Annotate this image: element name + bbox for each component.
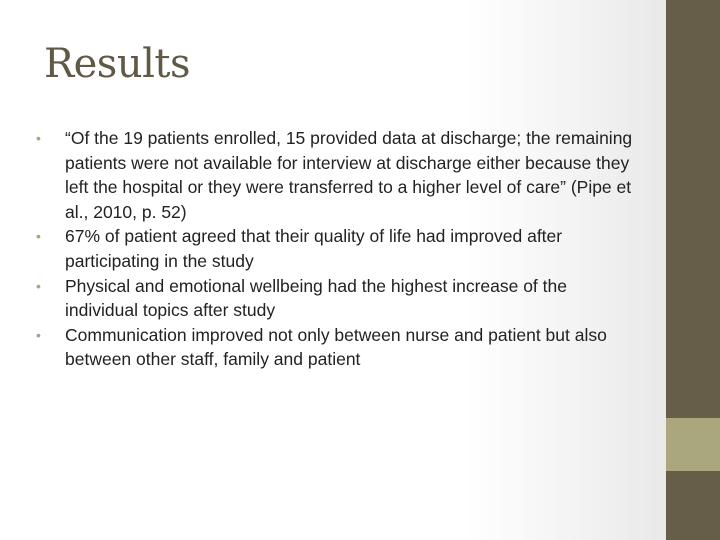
bullet-item xyxy=(36,274,636,323)
bullet-text: 67% of patient agreed that their quality of life had improved after participating in the study xyxy=(65,226,563,271)
bullet-icon: • xyxy=(36,326,41,343)
slide-title: Results xyxy=(44,41,190,87)
bullet-item xyxy=(36,126,636,224)
bullet-icon: • xyxy=(36,130,41,146)
bullet-text: Physical and emotional wellbeing had the highest increase of the individual topics after study xyxy=(65,275,567,321)
decorative-sidebar-band xyxy=(666,418,720,471)
bullet-text: Communication improved not only between nurse and patient but also between other staff, family and patient xyxy=(65,324,607,370)
bullet-item xyxy=(36,224,636,273)
bullet-item xyxy=(36,323,636,372)
bullet-icon: • xyxy=(36,228,41,245)
bullet-list xyxy=(36,126,636,372)
bullet-text: “Of the 19 patients enrolled, 15 provided data at discharge; the remaining patients were not available for interview at discharge either because they left the hospital or they were transferred to a higher level of care” (Pipe et al., 2010, p. 52) xyxy=(65,128,633,222)
bullet-icon: • xyxy=(36,277,41,294)
